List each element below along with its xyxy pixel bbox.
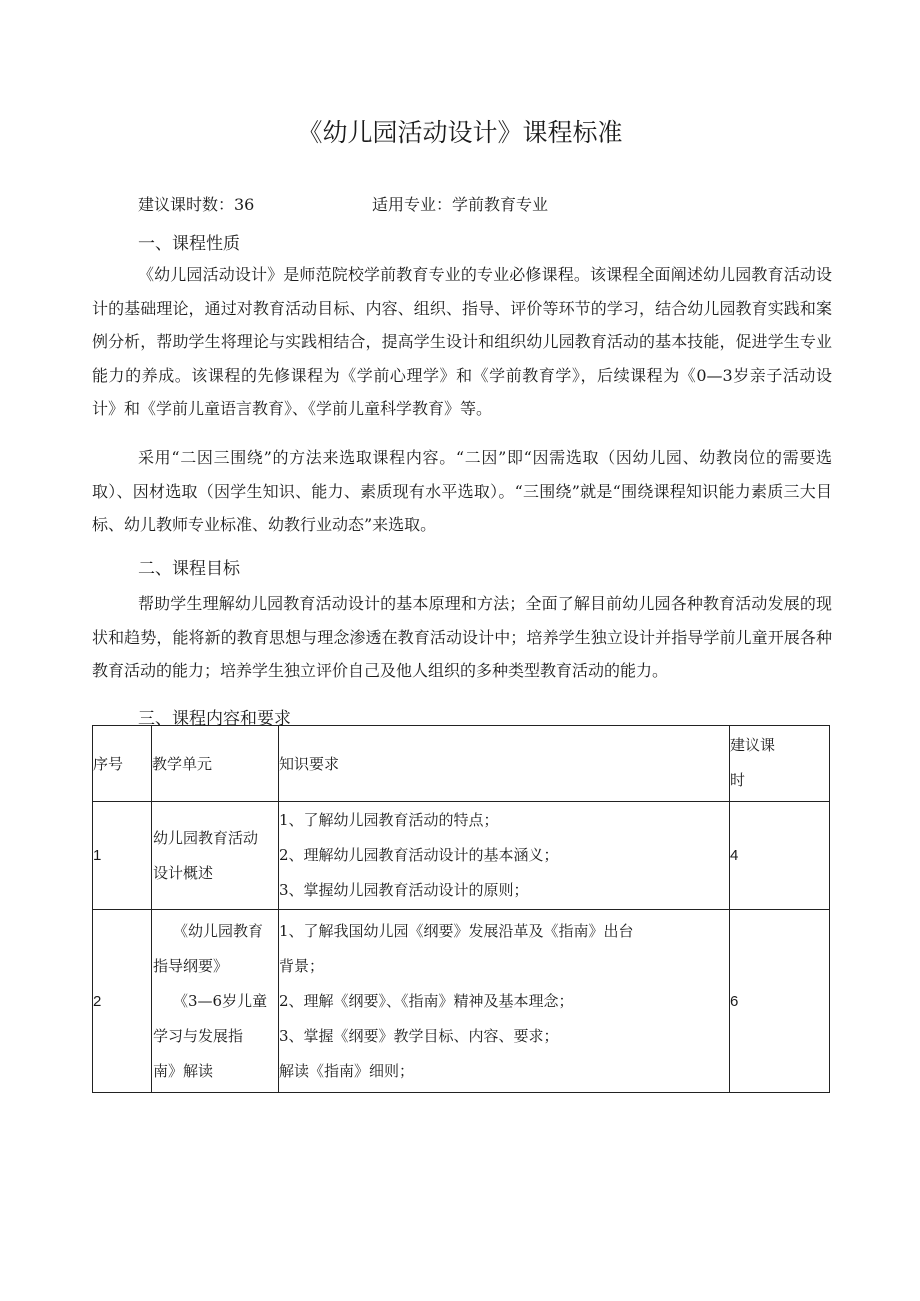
unit-line: 设计概述 <box>153 863 214 882</box>
knowledge-item: 1、了解我国幼儿园《纲要》发展沿革及《指南》出台 <box>279 921 634 940</box>
unit-line: 幼儿园教育活动 <box>153 828 259 847</box>
knowledge-item: 2、理解幼儿园教育活动设计的基本涵义； <box>279 846 559 864</box>
course-nature-paragraph-2: 采用“二因三围绕”的方法来选取课程内容。“二因”即“因需选取（因幼儿园、幼教岗位的需要选取）、因材选取（因学生知识、能力、素质现有水平选取）。“三围绕”就是“围绕课程知识能力素质三大目标、幼儿教师专业标准、幼教行业动态”来选取。 <box>92 448 832 534</box>
row-unit <box>152 910 279 1093</box>
unit-line: 《幼儿园教育 <box>173 921 264 940</box>
row-knowledge <box>279 802 730 910</box>
row-hours: 4 <box>730 802 830 910</box>
row-hours: 6 <box>730 910 830 1093</box>
unit-line: 南》解读 <box>153 1061 214 1080</box>
unit-line: 学习与发展指 <box>153 1026 244 1045</box>
course-content-table <box>92 725 830 1093</box>
section-heading-course-nature: 一、课程性质 <box>138 234 240 254</box>
header-hours <box>730 726 830 802</box>
header-unit: 教学单元 <box>152 726 279 802</box>
knowledge-item: 3、掌握《纲要》教学目标、内容、要求； <box>279 1026 559 1045</box>
course-goals-paragraph: 帮助学生理解幼儿园教育活动设计的基本原理和方法；全面了解目前幼儿园各种教育活动发展的现状和趋势，能将新的教育思想与理念渗透在教育活动设计中；培养学生独立设计并指导学前儿童开展各种教育活动的能力；培养学生独立评价自己及他人组织的多种类型教育活动的能力。 <box>92 594 832 680</box>
row-unit <box>152 802 279 910</box>
unit-line: 《3—6岁儿童 <box>173 991 268 1010</box>
table-header-row <box>93 726 830 802</box>
section-heading-course-goals: 二、课程目标 <box>138 559 240 579</box>
applicable-major: 适用专业：学前教育专业 <box>372 195 549 214</box>
unit-line: 指导纲要》 <box>153 956 229 975</box>
row-knowledge <box>279 910 730 1093</box>
course-nature-paragraph-1: 《幼儿园活动设计》是师范院校学前教育专业的专业必修课程。该课程全面阐述幼儿园教育活动设计的基础理论，通过对教育活动目标、内容、组织、指导、评价等环节的学习，结合幼儿园教育实践和案例分析，帮助学生将理论与实践相结合，提高学生设计和组织幼儿园教育活动的基本技能，促进学生专业能力的养成。该课程的先修课程为《学前心理学》和《学前教育学》，后续课程为《0—3岁亲子活动设计》和《学前儿童语言教育》、《学前儿童科学教育》等。 <box>92 265 832 418</box>
row-no: 2 <box>93 910 152 1093</box>
header-no: 序号 <box>93 726 152 802</box>
header-knowledge: 知识要求 <box>279 726 730 802</box>
suggested-hours: 建议课时数：36 <box>138 195 255 214</box>
knowledge-item: 背景； <box>279 956 325 975</box>
knowledge-item: 2、理解《纲要》、《指南》精神及基本理念； <box>279 991 574 1010</box>
table-row <box>93 802 830 910</box>
table-row <box>93 910 830 1093</box>
row-no: 1 <box>93 802 152 910</box>
header-hours-line2: 时 <box>730 771 746 789</box>
section-heading-course-content: 三、课程内容和要求 <box>138 709 291 729</box>
knowledge-item: 1、了解幼儿园教育活动的特点； <box>279 811 499 829</box>
knowledge-item: 3、掌握幼儿园教育活动设计的原则； <box>279 881 529 899</box>
header-hours-line1: 建议课 <box>730 736 776 754</box>
knowledge-item: 解读《指南》细则； <box>279 1061 415 1080</box>
document-title: 《幼儿园活动设计》课程标准 <box>297 118 623 147</box>
